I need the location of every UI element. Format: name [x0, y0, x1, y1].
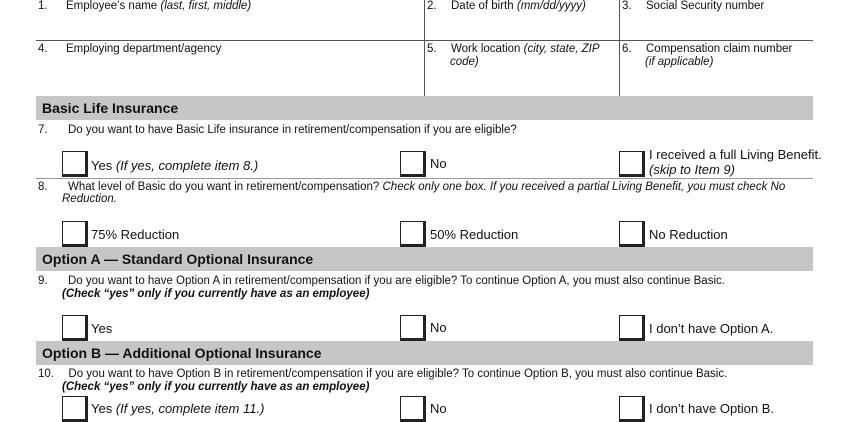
option-label: No [430, 320, 447, 335]
checkbox-no-reduction[interactable] [619, 221, 645, 247]
field-number: 1. [38, 0, 48, 12]
field-hint: (city, state, ZIP [523, 43, 600, 55]
section-header-basic [36, 96, 813, 120]
checkbox-option-a-none[interactable] [619, 315, 645, 341]
field-number: 2. [427, 0, 437, 12]
section-title: Basic Life Insurance [42, 100, 179, 116]
field-hint: (if applicable) [645, 56, 714, 68]
option-label: Yes (If yes, complete item 8.) [91, 158, 259, 173]
checkbox-option-b-none[interactable] [619, 396, 645, 422]
field-hint-continued: code) [450, 56, 479, 68]
field-employing-department[interactable] [38, 43, 221, 56]
field-label: Compensation claim number [646, 43, 793, 55]
question-7: 7. Do you want to have Basic Life insurance in retirement/compensation if you are eligible? [38, 124, 517, 136]
checkbox-basic-no[interactable] [400, 151, 426, 177]
checkbox-option-a-yes[interactable] [62, 315, 88, 341]
checkbox-basic-full-living-benefit[interactable] [619, 151, 645, 177]
question-instruction: (Check “yes” only if you currently have as an employee) [62, 381, 370, 393]
option-label: I don’t have Option A. [649, 321, 774, 336]
field-compensation-claim-number[interactable] [622, 43, 792, 56]
field-work-location[interactable] [427, 43, 600, 56]
option-label: No [430, 156, 447, 171]
field-date-of-birth[interactable] [427, 0, 586, 13]
section-title: Option B — Additional Optional Insurance [42, 345, 322, 361]
option-label: Yes [91, 321, 113, 336]
field-employee-name[interactable] [38, 0, 251, 13]
option-hint: (skip to Item 9) [649, 162, 735, 177]
checkbox-basic-yes[interactable] [62, 151, 88, 177]
option-label: No Reduction [649, 227, 728, 242]
checkbox-75-reduction[interactable] [62, 221, 88, 247]
field-label: Work location [451, 43, 521, 55]
question-text: Do you want to have Basic Life insurance in retirement/compensation if you are eligible? [68, 124, 517, 136]
option-label: 75% Reduction [91, 227, 180, 242]
question-instruction-continued: Reduction. [62, 193, 117, 205]
field-label: Date of birth [451, 0, 514, 12]
field-number: 6. [622, 43, 632, 55]
section-header-option-a [36, 247, 813, 271]
question-10: 10. Do you want to have Option B in retirement/compensation if you are eligible? To continue Option B, you must also continue Basic. [38, 368, 728, 380]
option-label: Yes (If yes, complete item 11.) [91, 401, 265, 416]
option-label: 50% Reduction [430, 227, 519, 242]
checkbox-option-b-yes[interactable] [62, 396, 88, 422]
field-hint: (last, first, middle) [160, 0, 252, 12]
section-header-option-b [36, 341, 813, 365]
field-label: Employing department/agency [66, 43, 222, 55]
question-text: Do you want to have Option A in retirement/compensation if you are eligible? To continue Option A, you must also continue Basic. [68, 275, 725, 287]
field-number: 4. [38, 43, 48, 55]
question-9: 9. Do you want to have Option A in retirement/compensation if you are eligible? To continue Option A, you must also continue Basic. [38, 275, 725, 287]
question-instruction: (Check “yes” only if you currently have as an employee) [62, 288, 370, 300]
field-number: 3. [622, 0, 632, 12]
field-hint: (mm/dd/yyyy) [516, 0, 586, 12]
question-8: 8. What level of Basic do you want in retirement/compensation? Check only one box. If you received a partial Living Benefit, you must check No [38, 181, 786, 193]
question-instruction: Check only one box. If you received a partial Living Benefit, you must check No [382, 181, 786, 193]
section-title: Option A — Standard Optional Insurance [42, 251, 314, 267]
field-label: Employee’s name [66, 0, 158, 12]
option-label: No [430, 401, 447, 416]
question-text: What level of Basic do you want in retirement/compensation? [68, 181, 383, 193]
checkbox-50-reduction[interactable] [400, 221, 426, 247]
field-number: 5. [427, 43, 437, 55]
checkbox-option-a-no[interactable] [400, 315, 426, 341]
option-label: I don’t have Option B. [649, 401, 775, 416]
question-text: Do you want to have Option B in retirement/compensation if you are eligible? To continue Option B, you must also continue Basic. [68, 368, 728, 380]
field-label: Social Security number [646, 0, 765, 12]
option-label: I received a full Living Benefit. [649, 147, 822, 162]
checkbox-option-b-no[interactable] [400, 396, 426, 422]
field-ssn[interactable] [622, 0, 764, 13]
